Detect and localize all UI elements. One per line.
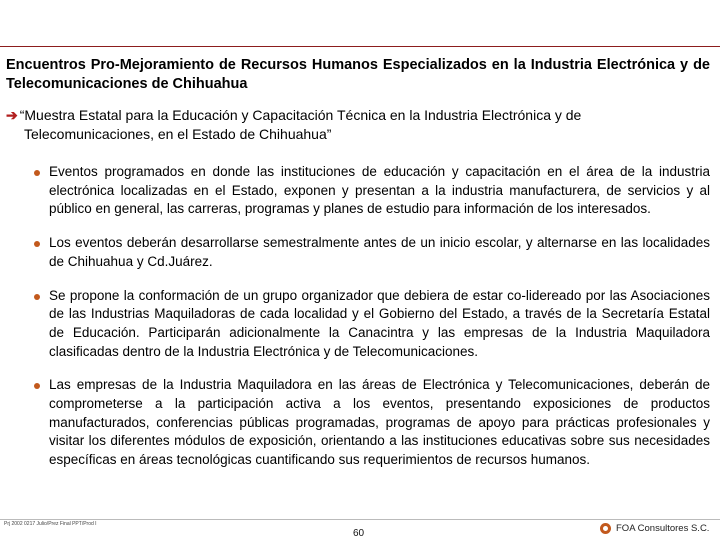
- bullet-list: [32, 163, 710, 485]
- bullet-dot-icon: [34, 294, 40, 300]
- footer-file-path: Prj 2002 0217 Julio/Prez Final PPT/Prod I: [4, 521, 97, 527]
- bullet-text: Eventos programados en donde las instituciones de educación y capacitación en el área de la industria electrónica localizadas en el Estado, exponen y presentan a la industria manufacturera, de servicios y al público en general, las carreras, programas y planes de estudio para información de los interesados.: [49, 164, 710, 217]
- subtitle-line-2: Telecomunicaciones, en el Estado de Chihuahua”: [24, 126, 332, 142]
- subtitle-line-1: “Muestra Estatal para la Educación y Capacitación Técnica en la Industria Electrónica y de: [19, 107, 582, 123]
- company-logo-icon: [600, 523, 611, 534]
- bullet-dot-icon: [34, 383, 40, 389]
- bullet-item: [32, 376, 710, 470]
- bullet-text: Las empresas de la Industria Maquiladora en las áreas de Electrónica y Telecomunicaciones, deberán de comprometerse a la participación activa a los eventos, presentando exposiciones de productos manufacturados, conferencias públicas programadas, programas de apoyo para prácticas profesionales y visitar los diferentes módulos de exposición, orientando a las instituciones educativas sobre sus necesidades específicas en áreas tecnológicas cuantificando sus requerimientos de recursos humanos.: [49, 377, 710, 468]
- slide-subtitle: [6, 106, 710, 144]
- top-rule: [0, 46, 720, 47]
- bullet-text: Se propone la conformación de un grupo organizador que debiera de estar co-lidereado por las Asociaciones de las Industrias Maquiladoras de cada localidad y el Gobierno del Estado, a través de la Secretaría Estatal de Educación. Participarán adicionalmente la Canacintra y las empresas de la Industria Maquiladora clasificadas dentro de la Industria Electrónica y de Telecomunicaciones.: [49, 287, 710, 359]
- bullet-item: [32, 163, 710, 219]
- footer-company: [600, 523, 709, 534]
- bullet-item: [32, 234, 710, 271]
- slide-title: Encuentros Pro-Mejoramiento de Recursos Humanos Especializados en la Industria Electrónica y de Telecomunicaciones de Chihuahua: [6, 57, 710, 92]
- bullet-text: Los eventos deberán desarrollarse semestralmente antes de un inicio escolar, y alternarse en las localidades de Chihuahua y Cd.Juárez.: [49, 235, 710, 269]
- company-name: FOA Consultores S.C.: [616, 523, 710, 534]
- arrow-bullet-icon: ➔: [6, 107, 18, 123]
- bullet-item: [32, 287, 710, 362]
- bullet-dot-icon: [34, 170, 40, 176]
- page-number: 60: [353, 528, 365, 539]
- footer-rule: [0, 519, 720, 520]
- bullet-dot-icon: [34, 241, 40, 247]
